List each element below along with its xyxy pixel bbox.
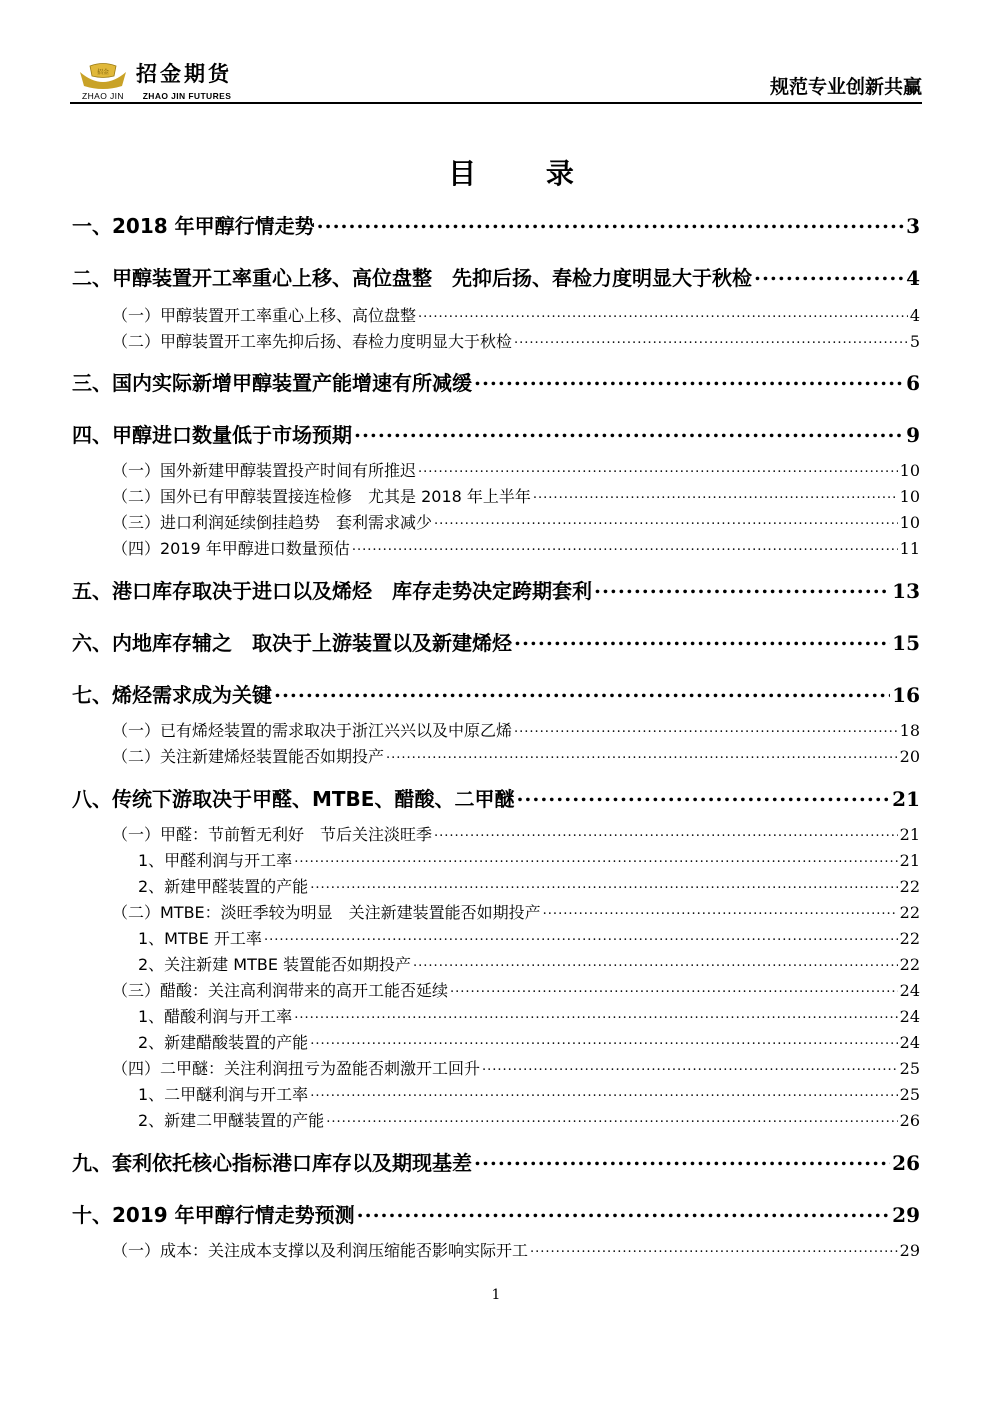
header-divider xyxy=(70,102,922,104)
toc-entry-level1[interactable] xyxy=(72,1147,920,1176)
toc-entry-level2[interactable] xyxy=(72,718,920,741)
toc-entry-text: 1、二甲醚利润与开工率 xyxy=(138,1085,309,1104)
toc-page-number: 25 xyxy=(899,1059,920,1078)
toc-dot-leader xyxy=(514,720,898,736)
toc-page-number: 3 xyxy=(906,214,920,238)
company-logo xyxy=(70,62,250,102)
toc-entry-text: 七、烯烃需求成为关键 xyxy=(72,683,272,707)
logo-en-right: ZHAO JIN FUTURES xyxy=(142,91,232,101)
toc-dot-leader xyxy=(354,422,904,442)
toc-dot-leader xyxy=(754,265,904,285)
toc-entry-level3[interactable] xyxy=(72,1030,920,1053)
toc-page-number: 18 xyxy=(899,721,920,740)
toc-page-number: 10 xyxy=(899,513,920,532)
toc-page-number: 29 xyxy=(899,1241,920,1260)
toc-entry-text: 八、传统下游取决于甲醛、MTBE、醋酸、二甲醚 xyxy=(72,787,515,811)
toc-entry-level3[interactable] xyxy=(72,874,920,897)
toc-entry-level3[interactable] xyxy=(72,848,920,871)
toc-entry-level2[interactable] xyxy=(72,303,920,326)
toc-dot-leader xyxy=(482,1058,898,1074)
toc-entry-level2[interactable] xyxy=(72,744,920,767)
toc-page-number: 21 xyxy=(892,787,920,811)
toc-entry-text: （三）醋酸：关注高利润带来的高开工能否延续 xyxy=(112,981,449,1000)
toc-page-number: 5 xyxy=(909,332,920,351)
toc-entry-level2[interactable] xyxy=(72,822,920,845)
toc-entry-text: 三、国内实际新增甲醇装置产能增速有所减缓 xyxy=(72,371,472,395)
toc-entry-text: 1、醋酸利润与开工率 xyxy=(138,1007,293,1026)
toc-entry-text: 一、2018 年甲醇行情走势 xyxy=(72,214,315,238)
logo-en-left: ZHAO JIN xyxy=(82,91,124,101)
toc-entry-text: 六、内地库存辅之 取决于上游装置以及新建烯烃 xyxy=(72,631,512,655)
toc-dot-leader xyxy=(317,213,904,233)
toc-entry-text: 2、新建醋酸装置的产能 xyxy=(138,1033,309,1052)
toc-dot-leader xyxy=(386,746,898,762)
toc-page-number: 26 xyxy=(892,1151,920,1175)
toc-dot-leader xyxy=(474,370,904,390)
toc-entry-text: 1、甲醛利润与开工率 xyxy=(138,851,293,870)
toc-dot-leader xyxy=(543,902,898,918)
toc-entry-level2[interactable] xyxy=(72,458,920,481)
toc-dot-leader xyxy=(310,876,897,892)
toc-entry-level2[interactable] xyxy=(72,900,920,923)
toc-entry-text: （一）甲醇装置开工率重心上移、高位盘整 xyxy=(112,306,417,325)
toc-entry-level2[interactable] xyxy=(72,1056,920,1079)
toc-dot-leader xyxy=(264,928,898,944)
toc-dot-leader xyxy=(533,486,898,502)
toc-entry-text: （一）国外新建甲醇装置投产时间有所推迟 xyxy=(112,461,417,480)
toc-dot-leader xyxy=(294,1006,897,1022)
toc-entry-text: （一）成本：关注成本支撑以及利润压缩能否影响实际开工 xyxy=(112,1241,529,1260)
toc-dot-leader xyxy=(450,980,898,996)
toc-entry-text: （三）进口利润延续倒挂趋势 套利需求减少 xyxy=(112,513,433,532)
toc-dot-leader xyxy=(294,850,897,866)
logo-english-name xyxy=(70,91,231,101)
toc-entry-text: （四）二甲醚：关注利润扭亏为盈能否刺激开工回升 xyxy=(112,1059,481,1078)
toc-entry-level2[interactable] xyxy=(72,1238,920,1261)
toc-dot-leader xyxy=(310,1032,897,1048)
toc-page-number: 4 xyxy=(906,266,920,290)
header-slogan: 规范专业创新共赢 xyxy=(769,76,922,98)
toc-entry-level3[interactable] xyxy=(72,926,920,949)
toc-entry-level1[interactable] xyxy=(72,627,920,656)
toc-page-number: 21 xyxy=(899,851,920,870)
toc-entry-level2[interactable] xyxy=(72,510,920,533)
toc-page-number: 16 xyxy=(892,683,920,707)
toc-entry-level3[interactable] xyxy=(72,1082,920,1105)
toc-dot-leader xyxy=(474,1150,890,1170)
toc-entry-text: （二）甲醇装置开工率先抑后扬、春检力度明显大于秋检 xyxy=(112,332,513,351)
toc-page-number: 24 xyxy=(899,1033,920,1052)
toc-page-number: 10 xyxy=(899,461,920,480)
toc-dot-leader xyxy=(530,1240,898,1256)
logo-chinese-name: 招金期货 xyxy=(136,62,232,86)
toc-entry-level2[interactable] xyxy=(72,329,920,352)
toc-entry-level1[interactable] xyxy=(72,679,920,708)
toc-dot-leader xyxy=(418,460,898,476)
toc-entry-text: 四、甲醇进口数量低于市场预期 xyxy=(72,423,352,447)
toc-entry-level1[interactable] xyxy=(72,210,920,239)
gold-ingot-logo-icon xyxy=(78,62,128,90)
toc-page-number: 22 xyxy=(899,955,920,974)
toc-dot-leader xyxy=(434,824,898,840)
toc-page-number: 26 xyxy=(899,1111,920,1130)
toc-entry-level2[interactable] xyxy=(72,484,920,507)
toc-entry-level1[interactable] xyxy=(72,262,920,291)
toc-dot-leader xyxy=(434,512,898,528)
toc-entry-text: （一）已有烯烃装置的需求取决于浙江兴兴以及中原乙烯 xyxy=(112,721,513,740)
toc-page-number: 15 xyxy=(892,631,920,655)
toc-entry-level3[interactable] xyxy=(72,952,920,975)
toc-entry-level2[interactable] xyxy=(72,536,920,559)
toc-page-number: 11 xyxy=(899,539,920,558)
toc-page-number: 24 xyxy=(899,981,920,1000)
toc-entry-text: 2、新建甲醛装置的产能 xyxy=(138,877,309,896)
toc-entry-level1[interactable] xyxy=(72,419,920,448)
toc-entry-level1[interactable] xyxy=(72,367,920,396)
toc-entry-text: 二、甲醇装置开工率重心上移、高位盘整 先抑后扬、春检力度明显大于秋检 xyxy=(72,266,752,290)
toc-entry-level1[interactable] xyxy=(72,575,920,604)
toc-entry-level1[interactable] xyxy=(72,1199,920,1228)
toc-entry-text: （二）关注新建烯烃装置能否如期投产 xyxy=(112,747,385,766)
toc-dot-leader xyxy=(274,682,890,702)
toc-entry-level1[interactable] xyxy=(72,783,920,812)
toc-dot-leader xyxy=(413,954,898,970)
toc-entry-text: 九、套利依托核心指标港口库存以及期现基差 xyxy=(72,1151,472,1175)
toc-dot-leader xyxy=(516,786,890,806)
toc-entry-text: 十、2019 年甲醇行情走势预测 xyxy=(72,1203,355,1227)
toc-dot-leader xyxy=(357,1202,891,1222)
toc-entry-text: （二）MTBE：淡旺季较为明显 关注新建装置能否如期投产 xyxy=(112,903,541,922)
toc-page-number: 10 xyxy=(899,487,920,506)
toc-entry-level3[interactable] xyxy=(72,1004,920,1027)
toc-title: 目 录 xyxy=(448,157,604,190)
toc-entry-text: 2、关注新建 MTBE 装置能否如期投产 xyxy=(138,955,412,974)
toc-page-number: 4 xyxy=(909,306,920,325)
page-number: 1 xyxy=(491,1287,501,1303)
toc-page-number: 29 xyxy=(892,1203,920,1227)
toc-page-number: 22 xyxy=(899,877,920,896)
toc-dot-leader xyxy=(514,630,890,650)
toc-page-number: 21 xyxy=(899,825,920,844)
toc-dot-leader xyxy=(594,578,890,598)
toc-page-number: 9 xyxy=(906,423,920,447)
toc-page-number: 22 xyxy=(899,929,920,948)
toc-entry-level2[interactable] xyxy=(72,978,920,1001)
toc-dot-leader xyxy=(418,305,908,321)
toc-page-number: 20 xyxy=(899,747,920,766)
toc-page-number: 22 xyxy=(899,903,920,922)
toc-dot-leader xyxy=(352,538,898,554)
toc-dot-leader xyxy=(514,331,908,347)
page-header xyxy=(70,58,922,104)
toc-dot-leader xyxy=(310,1084,897,1100)
toc-entry-text: 五、港口库存取决于进口以及烯烃 库存走势决定跨期套利 xyxy=(72,579,592,603)
toc-entry-level3[interactable] xyxy=(72,1108,920,1131)
svg-text:招金: 招金 xyxy=(96,69,110,76)
toc-entry-text: （四）2019 年甲醇进口数量预估 xyxy=(112,539,350,558)
toc-entry-text: 1、MTBE 开工率 xyxy=(138,929,262,948)
toc-entry-text: （二）国外已有甲醇装置接连检修 尤其是 2018 年上半年 xyxy=(112,487,531,506)
toc-entry-text: 2、新建二甲醚装置的产能 xyxy=(138,1111,325,1130)
toc-page-number: 13 xyxy=(892,579,920,603)
toc-page-number: 24 xyxy=(899,1007,920,1026)
toc-dot-leader xyxy=(326,1110,897,1126)
toc-entry-text: （一）甲醛：节前暂无利好 节后关注淡旺季 xyxy=(112,825,433,844)
toc-page-number: 6 xyxy=(906,371,920,395)
toc-page-number: 25 xyxy=(899,1085,920,1104)
